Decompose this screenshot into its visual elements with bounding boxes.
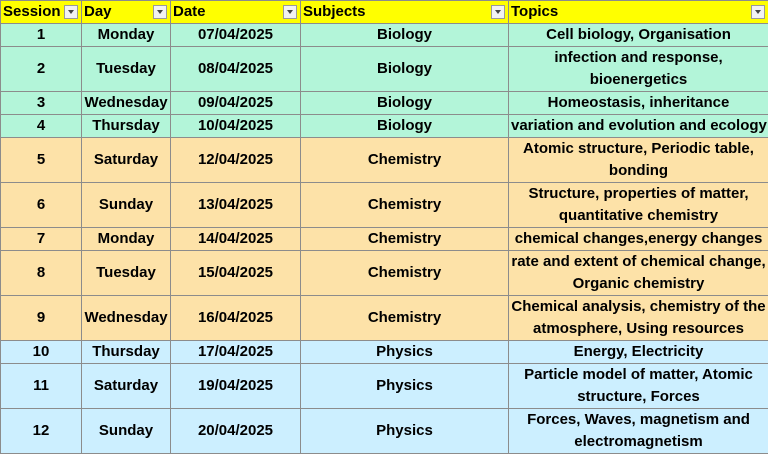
cell-subject[interactable]: Biology <box>301 24 509 47</box>
cell-session[interactable]: 3 <box>1 92 82 115</box>
table-row <box>1 92 768 115</box>
header-label: Date <box>173 3 206 20</box>
cell-date[interactable]: 08/04/2025 <box>171 47 301 92</box>
topic-line: Forces, Waves, magnetism and <box>511 409 766 431</box>
cell-day[interactable]: Tuesday <box>82 251 171 296</box>
topic-line: rate and extent of chemical change, <box>511 251 766 273</box>
cell-topics[interactable] <box>509 251 768 296</box>
header-date[interactable] <box>171 1 301 24</box>
topic-line: variation and evolution and ecology <box>511 115 766 137</box>
table-row <box>1 341 768 364</box>
topic-line: Cell biology, Organisation <box>511 24 766 46</box>
cell-day[interactable]: Sunday <box>82 409 171 454</box>
cell-day[interactable]: Saturday <box>82 138 171 183</box>
cell-subject[interactable]: Physics <box>301 364 509 409</box>
cell-subject[interactable]: Chemistry <box>301 228 509 251</box>
topic-line: infection and response, <box>511 47 766 69</box>
header-day[interactable] <box>82 1 171 24</box>
header-label: Subjects <box>303 3 366 20</box>
topic-line: quantitative chemistry <box>511 205 766 227</box>
cell-session[interactable]: 2 <box>1 47 82 92</box>
cell-session[interactable]: 1 <box>1 24 82 47</box>
cell-session[interactable]: 9 <box>1 296 82 341</box>
cell-topics[interactable] <box>509 183 768 228</box>
cell-day[interactable]: Monday <box>82 228 171 251</box>
filter-dropdown-icon[interactable] <box>64 5 78 19</box>
cell-subject[interactable]: Physics <box>301 409 509 454</box>
cell-date[interactable]: 10/04/2025 <box>171 115 301 138</box>
topic-line: Energy, Electricity <box>511 341 766 363</box>
cell-subject[interactable]: Chemistry <box>301 138 509 183</box>
table-row <box>1 228 768 251</box>
cell-date[interactable]: 19/04/2025 <box>171 364 301 409</box>
cell-session[interactable]: 11 <box>1 364 82 409</box>
cell-topics[interactable] <box>509 364 768 409</box>
filter-dropdown-icon[interactable] <box>283 5 297 19</box>
filter-dropdown-icon[interactable] <box>153 5 167 19</box>
cell-date[interactable]: 09/04/2025 <box>171 92 301 115</box>
topic-line: atmosphere, Using resources <box>511 318 766 340</box>
cell-session[interactable]: 7 <box>1 228 82 251</box>
topic-line: Structure, properties of matter, <box>511 183 766 205</box>
cell-day[interactable]: Thursday <box>82 115 171 138</box>
cell-date[interactable]: 20/04/2025 <box>171 409 301 454</box>
cell-topics[interactable] <box>509 92 768 115</box>
header-session[interactable] <box>1 1 82 24</box>
header-label: Topics <box>511 3 558 20</box>
table-row <box>1 296 768 341</box>
cell-subject[interactable]: Chemistry <box>301 251 509 296</box>
header-row <box>1 1 768 24</box>
cell-date[interactable]: 12/04/2025 <box>171 138 301 183</box>
cell-topics[interactable] <box>509 228 768 251</box>
cell-day[interactable]: Thursday <box>82 341 171 364</box>
cell-date[interactable]: 16/04/2025 <box>171 296 301 341</box>
table-body <box>1 24 768 454</box>
cell-subject[interactable]: Physics <box>301 341 509 364</box>
table-row <box>1 364 768 409</box>
cell-session[interactable]: 10 <box>1 341 82 364</box>
cell-session[interactable]: 8 <box>1 251 82 296</box>
table-row <box>1 138 768 183</box>
cell-date[interactable]: 15/04/2025 <box>171 251 301 296</box>
cell-topics[interactable] <box>509 115 768 138</box>
filter-dropdown-icon[interactable] <box>491 5 505 19</box>
cell-subject[interactable]: Chemistry <box>301 296 509 341</box>
table-row <box>1 47 768 92</box>
header-topics[interactable] <box>509 1 768 24</box>
topic-line: bonding <box>511 160 766 182</box>
topic-line: structure, Forces <box>511 386 766 408</box>
cell-topics[interactable] <box>509 47 768 92</box>
topic-line: Homeostasis, inheritance <box>511 92 766 114</box>
topic-line: Chemical analysis, chemistry of the <box>511 296 766 318</box>
header-label: Session <box>3 3 61 20</box>
cell-subject[interactable]: Chemistry <box>301 183 509 228</box>
cell-day[interactable]: Sunday <box>82 183 171 228</box>
table-row <box>1 115 768 138</box>
filter-dropdown-icon[interactable] <box>751 5 765 19</box>
cell-session[interactable]: 5 <box>1 138 82 183</box>
cell-subject[interactable]: Biology <box>301 115 509 138</box>
cell-topics[interactable] <box>509 341 768 364</box>
cell-topics[interactable] <box>509 24 768 47</box>
topic-line: Organic chemistry <box>511 273 766 295</box>
cell-date[interactable]: 17/04/2025 <box>171 341 301 364</box>
cell-day[interactable]: Tuesday <box>82 47 171 92</box>
cell-session[interactable]: 6 <box>1 183 82 228</box>
topic-line: bioenergetics <box>511 69 766 91</box>
header-subjects[interactable] <box>301 1 509 24</box>
table-row <box>1 24 768 47</box>
cell-session[interactable]: 4 <box>1 115 82 138</box>
cell-date[interactable]: 07/04/2025 <box>171 24 301 47</box>
cell-topics[interactable] <box>509 296 768 341</box>
cell-subject[interactable]: Biology <box>301 47 509 92</box>
topic-line: chemical changes,energy changes <box>511 228 766 250</box>
topic-line: Atomic structure, Periodic table, <box>511 138 766 160</box>
table-row <box>1 183 768 228</box>
cell-day[interactable]: Wednesday <box>82 92 171 115</box>
topic-line: electromagnetism <box>511 431 766 453</box>
cell-date[interactable]: 13/04/2025 <box>171 183 301 228</box>
topic-line: Particle model of matter, Atomic <box>511 364 766 386</box>
header-label: Day <box>84 3 112 20</box>
cell-subject[interactable]: Biology <box>301 92 509 115</box>
cell-day[interactable]: Monday <box>82 24 171 47</box>
cell-session[interactable]: 12 <box>1 409 82 454</box>
cell-day[interactable]: Wednesday <box>82 296 171 341</box>
cell-topics[interactable] <box>509 138 768 183</box>
cell-day[interactable]: Saturday <box>82 364 171 409</box>
table-row <box>1 251 768 296</box>
cell-date[interactable]: 14/04/2025 <box>171 228 301 251</box>
